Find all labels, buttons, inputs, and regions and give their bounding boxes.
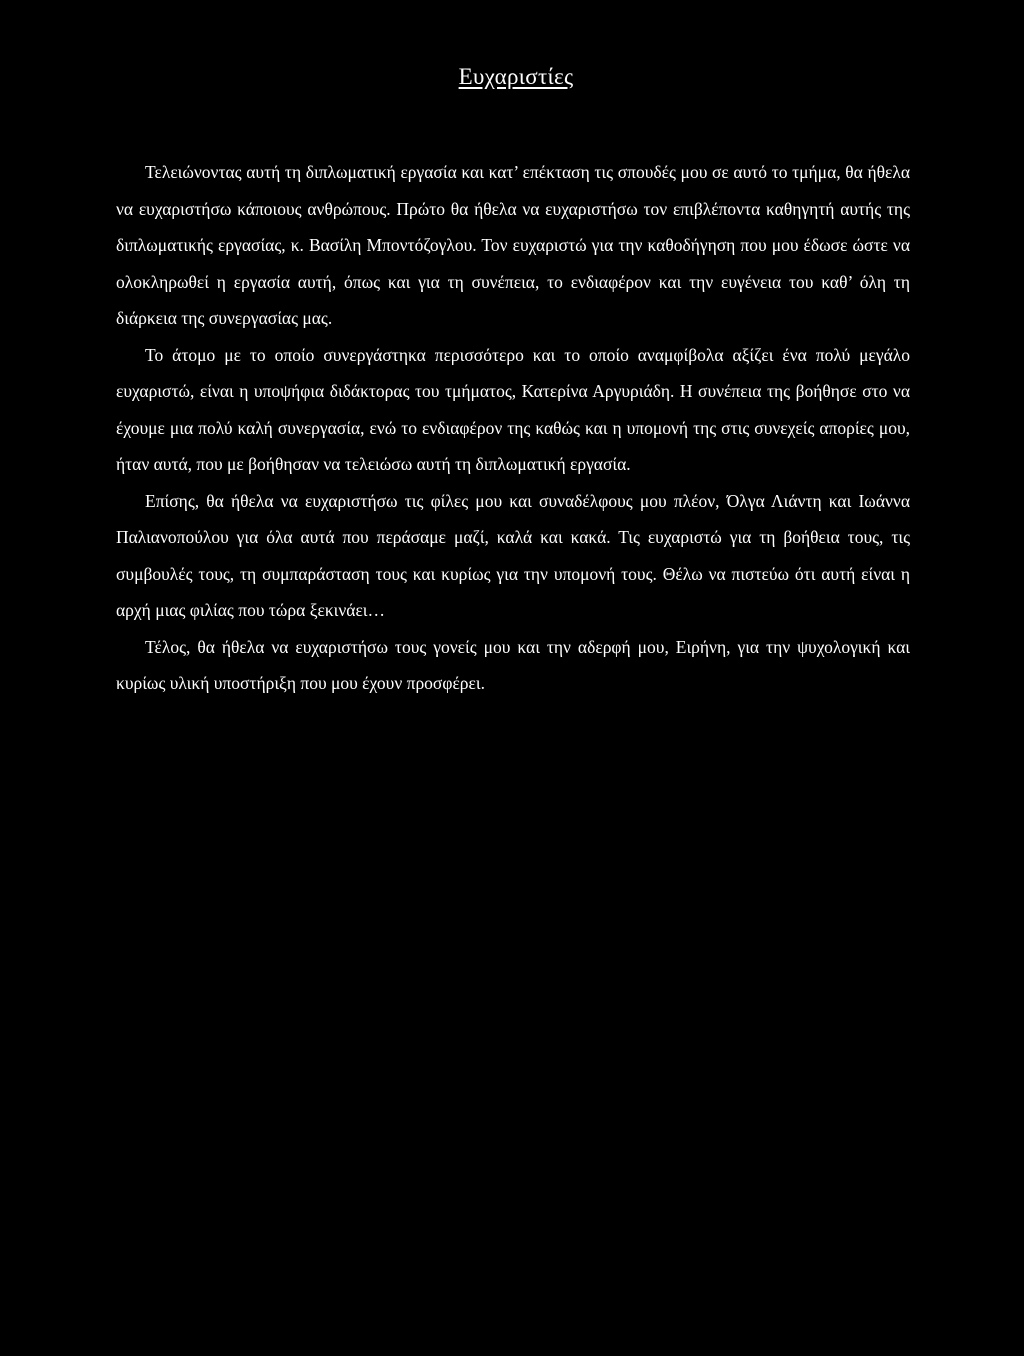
paragraph-family: Τέλος, θα ήθελα να ευχαριστήσω τους γονείς μου και την αδερφή μου, Ειρήνη, για την ψυχολογική και κυρίως υλική υποστήριξη που μου έχουν προσφέρει. [116, 636, 910, 693]
page-title: Ευχαριστίες [458, 64, 574, 89]
paragraph-phd-candidate: Το άτομο με το οποίο συνεργάστηκα περισσότερο και το οποίο αναμφίβολα αξίζει ένα πολύ μεγάλο ευχαριστώ, είναι η υποψήφια διδάκτορας του τμήματος, Κατερίνα Αργυριάδη. Η συνέπεια της βοήθησε στο να έχουμε μια πολύ καλή συνεργασία, ενώ το ενδιαφέρον της καθώς και η υπομονή της στις συνεχείς απορίες μου, ήταν αυτά, που με βοήθησαν να τελειώσω αυτή τη διπλωματική εργασία. [116, 344, 910, 474]
paragraph-supervisor: Τελειώνοντας αυτή τη διπλωματική εργασία και κατ’ επέκταση τις σπουδές μου σε αυτό το τμήμα, θα ήθελα να ευχαριστήσω κάποιους ανθρώπους. Πρώτο θα ήθελα να ευχαριστήσω τον επιβλέποντα καθηγητή αυτής της διπλωματικής εργασίας, κ. Βασίλη Μποντόζογλου. Τον ευχαριστώ για την καθοδήγηση που μου έδωσε ώστε να ολοκληρωθεί η εργασία αυτή, όπως και για τη συνέπεια, το ενδιαφέρον και την ευγένεια του καθ’ όλη τη διάρκεια της συνεργασίας μας. [116, 162, 910, 328]
paragraph-friends: Επίσης, θα ήθελα να ευχαριστήσω τις φίλες μου και συναδέλφους μου πλέον, Όλγα Λιάντη και Ιωάννα Παλιανοπούλου για όλα αυτά που περάσαμε μαζί, καλά και κακά. Τις ευχαριστώ για τη βοήθεια τους, τις συμβουλές τους, τη συμπαράσταση τους και κυρίως για την υπομονή τους. Θέλω να πιστεύω ότι αυτή είναι η αρχή μιας φιλίας που τώρα ξεκινάει… [116, 490, 910, 620]
acknowledgements-page [116, 64, 910, 702]
